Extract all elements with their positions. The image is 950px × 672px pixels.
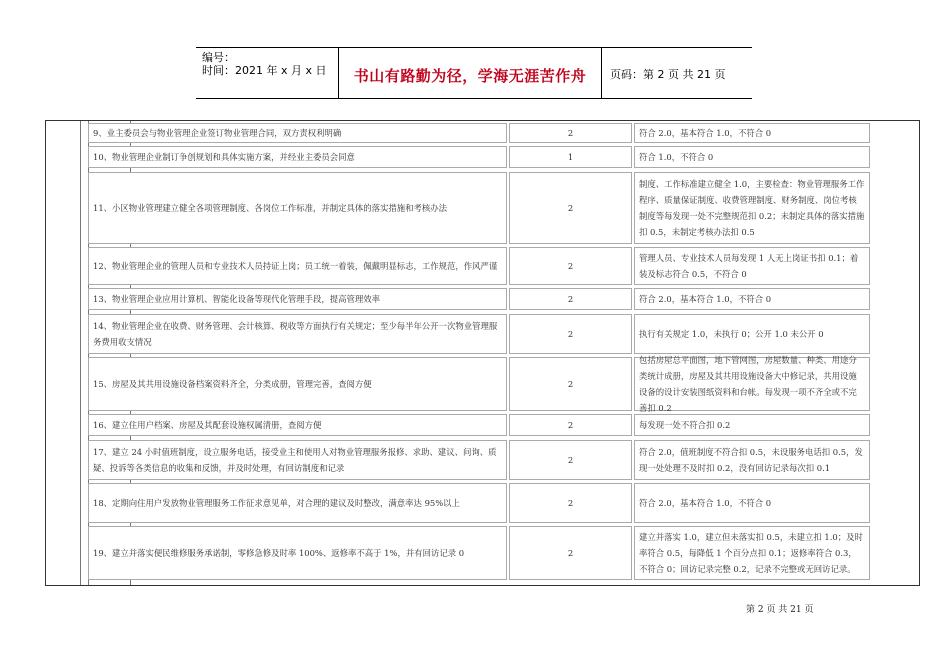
item-score-cell <box>509 288 632 310</box>
item-criteria: 管理人员、专业技术人员每发现 1 人无上岗证书扣 0.1；着装及标志符合 0.5，不符合 0 <box>639 253 859 279</box>
item-score-cell <box>509 247 632 285</box>
header-page-cell <box>602 48 752 98</box>
header-info-cell <box>196 48 338 98</box>
item-criteria-cell <box>634 357 870 411</box>
item-score: 2 <box>567 294 574 304</box>
item-criteria: 建立并落实 1.0，建立但未落实扣 0.5，未建立扣 1.0；及时率符合 0.5，每降低 1 个百分点扣 0.1；返修率符合 0.3，不符合 0；回访记录完整 0.2，记录不完整或无回访记录。 <box>639 532 863 574</box>
item-description-cell <box>88 440 507 480</box>
item-description-cell <box>88 526 507 580</box>
table-column-divider <box>80 121 81 585</box>
item-description-cell <box>88 314 507 354</box>
document-number-label: 编号： <box>202 51 235 64</box>
item-score: 1 <box>567 152 574 162</box>
item-score-cell <box>509 483 632 523</box>
item-criteria: 执行有关规定 1.0，未执行 0；公开 1.0 未公开 0 <box>639 329 824 339</box>
table-row <box>88 247 870 285</box>
item-criteria-cell <box>634 247 870 285</box>
table-row <box>88 440 870 480</box>
table-row <box>88 526 870 580</box>
item-description: 14、物业管理企业在收费、财务管理、会计核算、税收等方面执行有关规定；至少每半年公开一次物业管理服务费用收支情况 <box>93 321 498 347</box>
item-description-cell <box>88 288 507 310</box>
table-row <box>88 146 870 168</box>
item-description-cell <box>88 414 507 436</box>
item-score-cell <box>509 123 632 143</box>
table-row <box>88 314 870 354</box>
item-criteria-cell <box>634 526 870 580</box>
item-score: 2 <box>567 261 574 271</box>
item-criteria-cell <box>634 146 870 168</box>
table-row <box>88 483 870 523</box>
item-description: 15、房屋及其共用设施设备档案资料齐全，分类成册，管理完善，查阅方便 <box>93 379 372 389</box>
item-score: 2 <box>567 455 574 465</box>
table-row <box>88 172 870 244</box>
item-description-cell <box>88 172 507 244</box>
item-score: 2 <box>567 128 574 138</box>
item-criteria-cell <box>634 123 870 143</box>
item-criteria-cell <box>634 440 870 480</box>
document-time-label: 时间：2021 年 x 月 x 日 <box>202 64 327 77</box>
item-score: 2 <box>567 329 574 339</box>
item-description: 13、物业管理企业应用计算机、智能化设备等现代化管理手段，提高管理效率 <box>93 294 381 304</box>
item-score: 2 <box>567 379 574 389</box>
table-row <box>88 414 870 436</box>
item-criteria: 制度、工作标准建立健全 1.0，主要检查：物业管理服务工作程序、质量保证制度、收费管理制度、财务制度、岗位考核制度等每发现一处不完整规范扣 0.2；未制定具体的落实措施扣 0.5，未制定考核办法扣 0.5 <box>639 179 865 237</box>
item-score: 2 <box>567 203 574 213</box>
header-motto: 书山有路勤为径，学海无涯苦作舟 <box>353 67 587 85</box>
header-motto-cell <box>338 48 602 98</box>
item-description: 18、定期向住用户发放物业管理服务工作征求意见单，对合理的建议及时整改，满意率达 95%以上 <box>93 498 460 508</box>
item-criteria: 符合 2.0，基本符合 1.0，不符合 0 <box>639 498 772 508</box>
item-description: 19、建立并落实便民维修服务承诺制，零修急修及时率 100%、返修率不高于 1%，并有回访记录 0 <box>93 548 465 558</box>
item-description: 10、物业管理企业制订争创规划和具体实施方案，并经业主委员会同意 <box>93 152 355 162</box>
item-criteria: 符合 2.0，基本符合 1.0，不符合 0 <box>639 294 772 304</box>
item-criteria-cell <box>634 172 870 244</box>
header-page-label: 页码：第 2 页 共 21 页 <box>610 68 726 81</box>
page-header <box>196 47 752 99</box>
item-description: 11、小区物业管理建立健全各项管理制度、各岗位工作标准，并制定具体的落实措施和考核办法 <box>93 203 448 213</box>
item-score-cell <box>509 414 632 436</box>
item-score: 2 <box>567 498 574 508</box>
item-score: 2 <box>567 420 574 430</box>
item-criteria: 包括房屋总平面图，地下管网图，房屋数量、种类、用途分类统计成册，房屋及其共用设施设备大中修记录，共用设施设备的设计安装图纸资料和台帐。每发现一项不齐全或不完善扣 0.2 <box>639 355 857 413</box>
item-description: 9、业主委员会与物业管理企业签订物业管理合同，双方责权利明确 <box>93 128 342 138</box>
item-description: 16、建立住用户档案、房屋及其配套设施权属清册，查阅方便 <box>93 420 322 430</box>
item-score-cell <box>509 146 632 168</box>
item-description: 12、物业管理企业的管理人员和专业技术人员持证上岗；员工统一着装，佩戴明显标志，工作规范，作风严谨 <box>93 261 498 271</box>
item-description-cell <box>88 483 507 523</box>
item-score: 2 <box>567 548 574 558</box>
item-score-cell <box>509 440 632 480</box>
item-criteria-cell <box>634 483 870 523</box>
item-criteria: 符合 2.0，基本符合 1.0，不符合 0 <box>639 128 772 138</box>
item-description-cell <box>88 247 507 285</box>
item-criteria-cell <box>634 314 870 354</box>
item-description-cell <box>88 123 507 143</box>
item-criteria: 每发现一处不符合扣 0.2 <box>639 420 731 430</box>
item-description: 17、建立 24 小时值班制度，设立服务电话，接受业主和使用人对物业管理服务报修、求助、建议、问询、质疑、投诉等各类信息的收集和反馈，并及时处理，有回访制度和记录 <box>93 447 497 473</box>
item-criteria-cell <box>634 288 870 310</box>
item-criteria: 符合 1.0，不符合 0 <box>639 152 714 162</box>
table-row <box>88 288 870 310</box>
item-score-cell <box>509 314 632 354</box>
table-row <box>88 123 870 143</box>
page-footer: 第 2 页 共 21 页 <box>746 605 814 615</box>
item-description-cell <box>88 146 507 168</box>
item-criteria: 符合 2.0，值班制度不符合扣 0.5，未设服务电话扣 0.5，发现一处处理不及时扣 0.2，没有回访记录每次扣 0.1 <box>639 447 863 473</box>
item-score-cell <box>509 172 632 244</box>
item-score-cell <box>509 357 632 411</box>
item-score-cell <box>509 526 632 580</box>
item-description-cell <box>88 357 507 411</box>
item-criteria-cell <box>634 414 870 436</box>
table-row <box>88 357 870 411</box>
